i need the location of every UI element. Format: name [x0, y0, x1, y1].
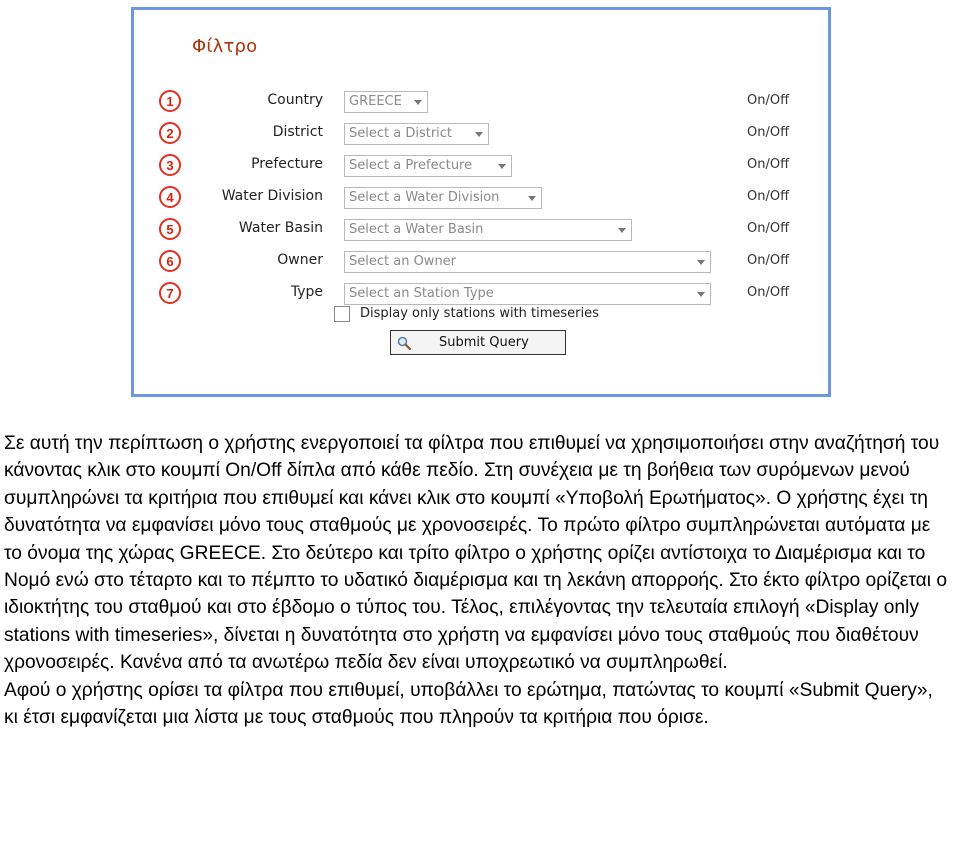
district-select[interactable]: Select a District	[344, 123, 489, 145]
number-badge: 6	[159, 250, 181, 272]
chevron-down-icon	[618, 228, 626, 233]
type-toggle[interactable]: On/Off	[747, 285, 790, 300]
chevron-down-icon	[475, 132, 483, 137]
water-division-select[interactable]: Select a Water Division	[344, 187, 542, 209]
water-basin-select[interactable]: Select a Water Basin	[344, 219, 632, 241]
water-division-toggle[interactable]: On/Off	[747, 189, 790, 204]
field-label: Owner	[277, 252, 323, 268]
chevron-down-icon	[498, 164, 506, 169]
field-label: Prefecture	[251, 156, 323, 172]
filter-row-water-basin	[134, 219, 828, 243]
paragraph-2: Αφού ο χρήστης ορίσει τα φίλτρα που επιθυμεί, υποβάλλει το ερώτημα, πατώντας το κουμπί «Submit Query», κι έτσι εμφανίζεται μια λίστα με τους σταθμούς που πληρούν τα κριτήρια που όρισε.	[4, 679, 933, 729]
field-label: Water Basin	[238, 220, 323, 236]
chevron-down-icon	[697, 292, 705, 297]
number-badge: 2	[159, 122, 181, 144]
paragraph-1: Σε αυτή την περίπτωση ο χρήστης ενεργοποιεί τα φίλτρα που επιθυμεί να χρησιμοποιήσει στην αναζήτησή του κάνοντας κλικ στο κουμπί On/Off δίπλα από κάθε πεδίο. Στη συνέχεια με τη βοήθεια των συρόμενων μενού συμπληρώνει τα κριτήρια που επιθυμεί και κάνει κλικ στο κουμπί «Υποβολή Ερωτήματος». Ο χρήστης έχει τη δυνατότητα να εμφανίσει μόνο τους σταθμούς με χρονοσειρές. Το πρώτο φίλτρο συμπληρώνεται αυτόματα με το όνομα της χώρας GREECE. Στο δεύτερο και τρίτο φίλτρο ο χρήστης ορίζει αντίστοιχα το Διαμέρισμα και το Νομό ενώ στο τέταρτο και το πέμπτο το υδατικό διαμέρισμα και τη λεκάνη απορροής. Στο έκτο φίλτρο ορίζεται ο ιδιοκτήτης του σταθμού και στο έβδομο ο τύπος του. Τέλος, επιλέγοντας την τελευταία επιλογή «Display only stations with timeseries», δίνεται η δυνατότητα στο χρήστη να εμφανίσει μόνο τους σταθμούς που διαθέτουν χρονοσειρές. Κανένα από τα ανωτέρω πεδία δεν είναι υποχρεωτικό να συμπληρωθεί.	[4, 433, 948, 674]
water-basin-toggle[interactable]: On/Off	[747, 221, 790, 236]
filter-row-owner	[134, 251, 828, 275]
filter-row-district	[134, 123, 828, 147]
filter-row-water-division	[134, 187, 828, 211]
filter-row-type	[134, 283, 828, 307]
chevron-down-icon	[697, 260, 705, 265]
district-toggle[interactable]: On/Off	[747, 125, 790, 140]
number-badge: 5	[159, 218, 181, 240]
field-label: Country	[267, 92, 323, 108]
filter-title: Φίλτρο	[192, 36, 258, 57]
country-select[interactable]: GREECE	[344, 91, 428, 113]
type-select[interactable]: Select an Station Type	[344, 283, 711, 305]
number-badge: 4	[159, 186, 181, 208]
number-badge: 3	[159, 154, 181, 176]
owner-toggle[interactable]: On/Off	[747, 253, 790, 268]
field-label: Water Division	[221, 188, 323, 204]
number-badge: 1	[159, 90, 181, 112]
submit-query-label: Submit Query	[439, 335, 529, 350]
submit-query-button[interactable]	[390, 330, 566, 355]
description-text	[4, 430, 950, 731]
magnifier-icon	[397, 336, 411, 350]
prefecture-select[interactable]: Select a Prefecture	[344, 155, 512, 177]
timeseries-option	[334, 306, 734, 326]
filter-screenshot	[131, 7, 831, 397]
filter-row-country	[134, 91, 828, 115]
field-label: District	[272, 124, 323, 140]
prefecture-toggle[interactable]: On/Off	[747, 157, 790, 172]
timeseries-checkbox[interactable]	[334, 306, 350, 322]
owner-select[interactable]: Select an Owner	[344, 251, 711, 273]
timeseries-checkbox-label[interactable]: Display only stations with timeseries	[360, 306, 599, 321]
filter-row-prefecture	[134, 155, 828, 179]
country-toggle[interactable]: On/Off	[747, 93, 790, 108]
chevron-down-icon	[528, 196, 536, 201]
number-badge: 7	[159, 282, 181, 304]
field-label: Type	[290, 284, 323, 300]
chevron-down-icon	[414, 100, 422, 105]
